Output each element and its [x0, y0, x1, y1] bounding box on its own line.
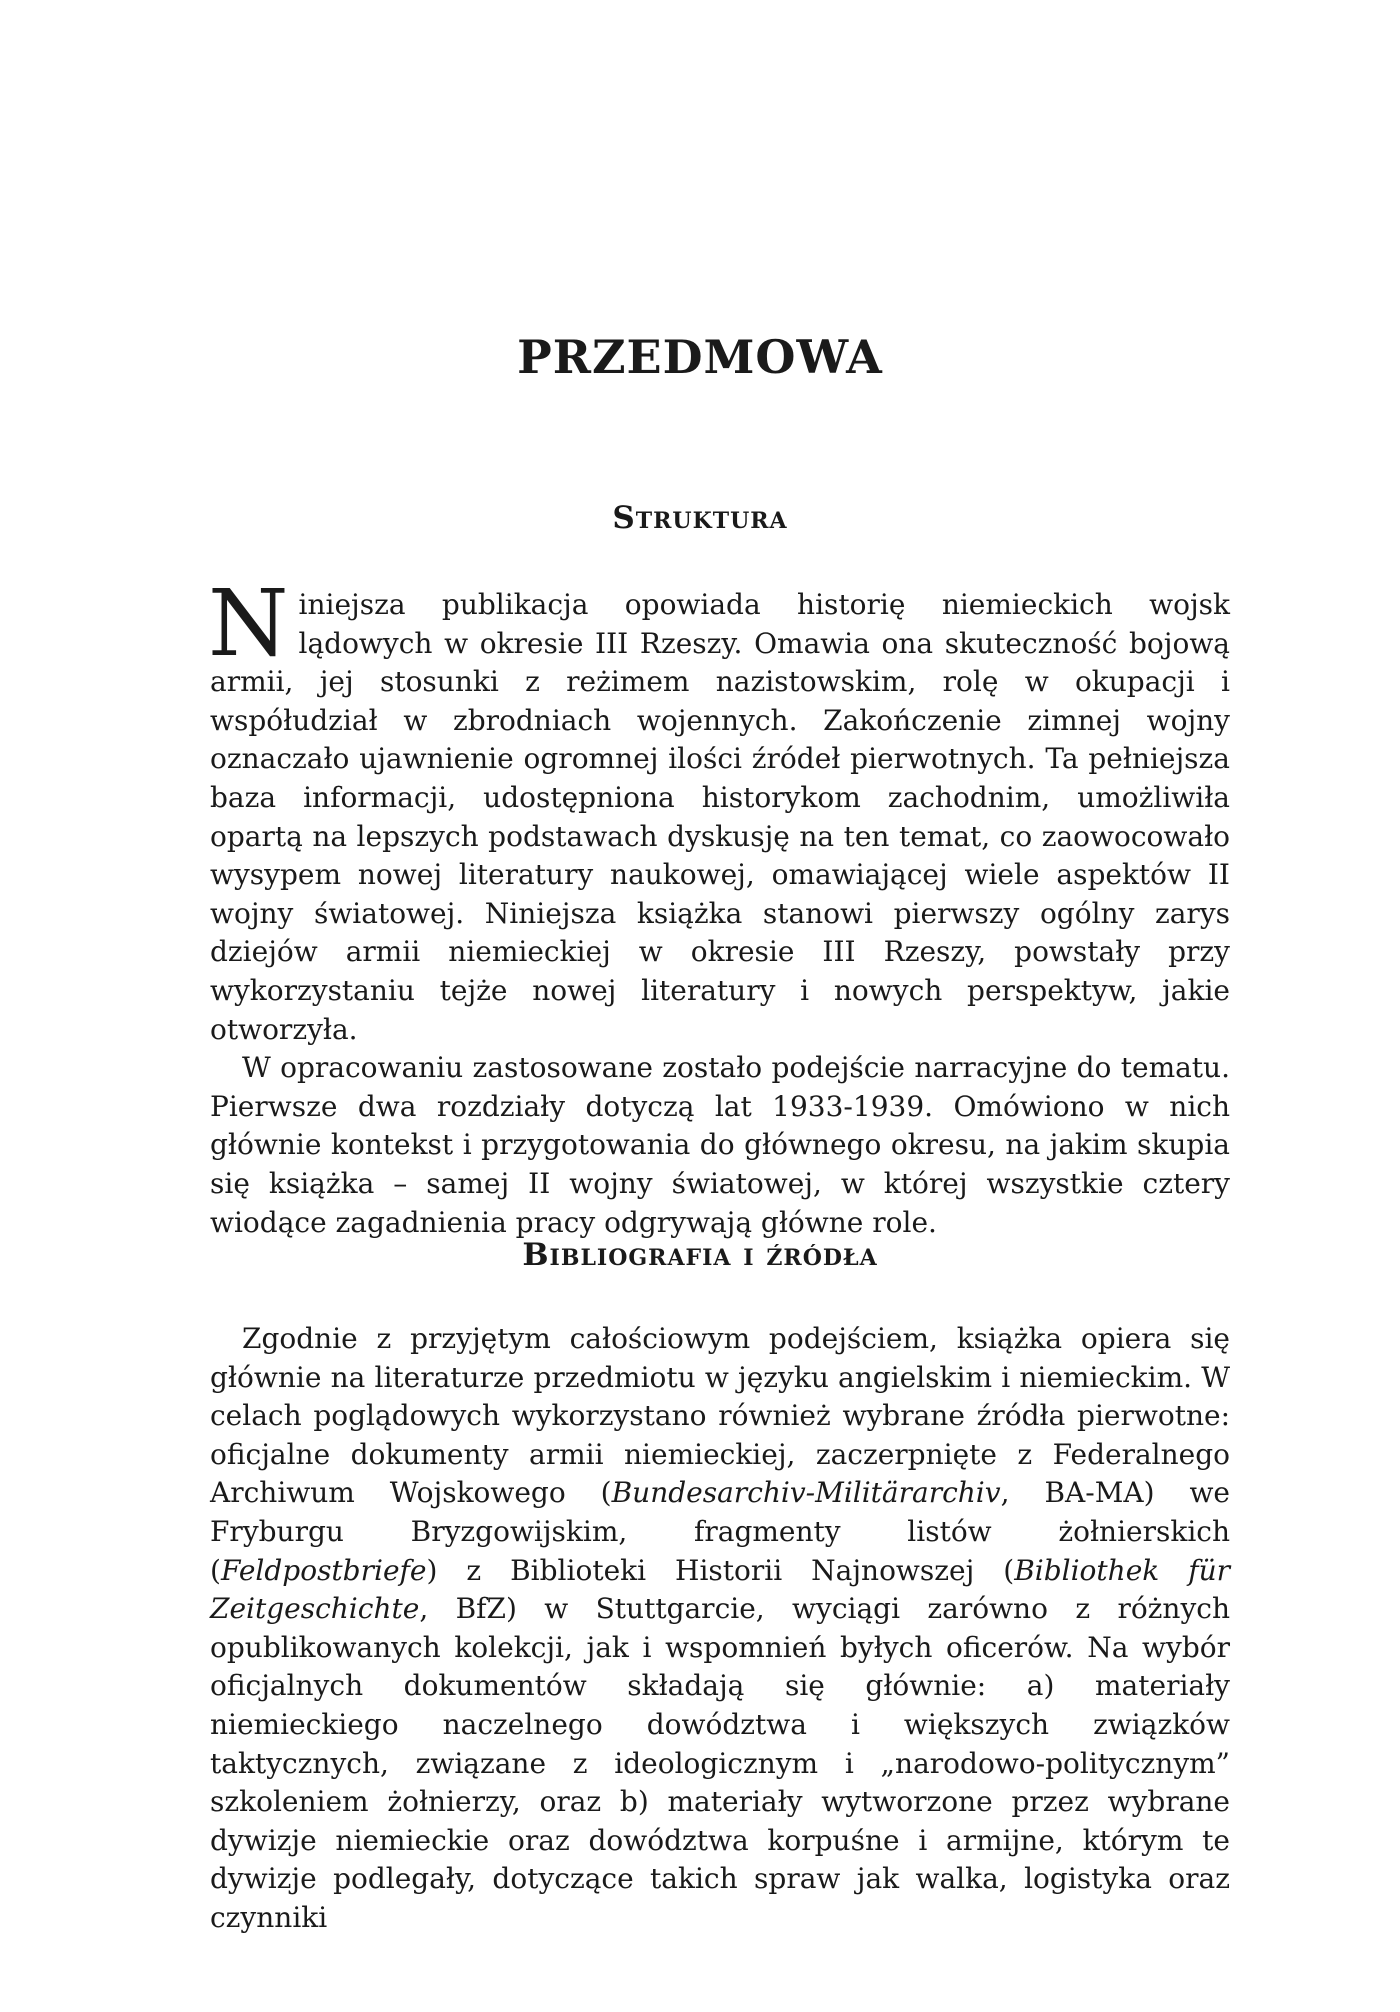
- paragraph: [210, 1320, 1230, 1938]
- chapter-title: PRZEDMOWA: [517, 330, 883, 384]
- drop-cap: N: [208, 570, 289, 677]
- text-run: Zgodnie z przyjętym całościowym podejściem, książka opiera się głównie na literaturze przedmiotu w języku angielskim i niemieckim. W celach poglądowych wykorzystano również wybrane źródła pierwotne: oficjalne dokumenty armii niemieckiej, zaczerpnięte z Federalnego Archiwum Wojskowego (: [210, 1322, 1230, 1510]
- section-heading-struktura: Struktura: [612, 500, 788, 536]
- paragraph-text: iniejsza publikacja opowiada historię niemieckich wojsk lądowych w okresie III Rzeszy. Omawia ona skuteczność bojową armii, jej stosunki z reżimem nazistowskim, rolę w okupacji i współudział w zbrodniach wojennych. Zakończenie zimnej wojny oznaczało ujawnienie ogromnej ilości źródeł pierwotnych. Ta pełniejsza baza informacji, udostępniona historykom zachodnim, umożliwiła opartą na lepszych podstawach dyskusję na ten temat, co zaowocowało wysypem nowej literatury naukowej, omawiającej wiele aspektów II wojny światowej. Niniejsza książka stanowi pierwszy ogólny zarys dziejów armii niemieckiej w okresie III Rzeszy, powstały przy wykorzystaniu tejże nowej literatury i nowych perspektyw, jakie otworzyła.: [210, 588, 1230, 1046]
- italic-title: Bundesarchiv-Militärarchiv: [611, 1476, 1001, 1510]
- italic-title: Feldpostbriefe: [220, 1553, 427, 1587]
- text-run: , BfZ) w Stuttgarcie, wyciągi zarówno z różnych opublikowanych kolekcji, jak i wspomnień byłych oficerów. Na wybór oficjalnych dokumentów składają się głównie: a) materiały niemieckiego naczelnego dowództwa i większych związków taktycznych, związane z ideologicznym i „narodowo-politycznym” szkoleniem żołnierzy, oraz b) materiały wytworzone przez wybrane dywizje niemieckie oraz dowództwa korpuśne i armijne, którym te dywizje podlegały, dotyczące takich spraw jak walka, logistyka oraz czynniki: [210, 1592, 1230, 1934]
- section-heading-bibliografia: Bibliografia i źródła: [522, 1237, 878, 1273]
- italic-title: Bibliothek für Zeitgeschichte: [210, 1553, 1230, 1626]
- paragraph: W opracowaniu zastosowane zostało podejście narracyjne do tematu. Pierwsze dwa rozdziały dotyczą lat 1933-1939. Omówiono w nich głównie kontekst i przygotowania do głównego okresu, na jakim skupia się książka – samej II wojny światowej, w której wszystkie cztery wiodące zagadnienia pracy odgrywają główne role.: [210, 1051, 1230, 1239]
- section-body-struktura: [208, 570, 1230, 1242]
- paragraph: [208, 570, 1230, 1049]
- text-run: ) z Biblioteki Historii Najnowszej (: [426, 1553, 1015, 1587]
- section-body-bibliografia: [210, 1320, 1230, 1938]
- text-run: , BA-MA) we Fryburgu Bryzgowijskim, fragmenty listów żołnierskich (: [210, 1476, 1231, 1587]
